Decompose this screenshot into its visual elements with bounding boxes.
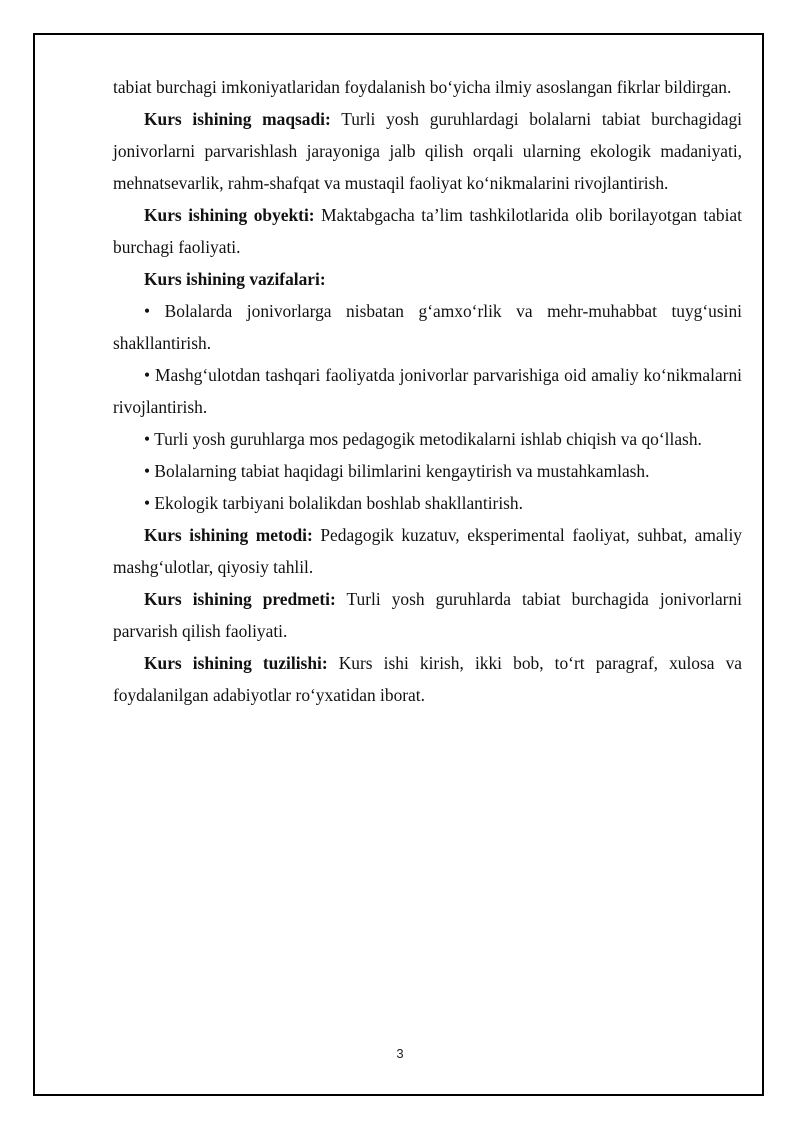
task-item-4: • Bolalarning tabiat haqidagi bilimlarini kengaytirish va mustahkamlash. — [144, 461, 650, 481]
task-item-5: • Ekologik tarbiyani bolalikdan boshlab shakllantirish. — [144, 493, 523, 513]
method-paragraph — [113, 519, 742, 583]
task-item-3: • Turli yosh guruhlarga mos pedagogik metodikalarni ishlab chiqish va qo‘llash. — [144, 429, 702, 449]
subject-text: Turli yosh guruhlarda tabiat burchagida jonivorlarni parvarish qilish faoliyati. — [113, 589, 742, 641]
object-paragraph — [113, 199, 742, 263]
method-label: Kurs ishining metodi: — [144, 525, 313, 545]
object-label: Kurs ishining obyekti: — [144, 205, 315, 225]
structure-paragraph — [113, 647, 742, 711]
goal-text: Turli yosh guruhlardagi bolalarni tabiat burchagidagi jonivorlarni parvarishlash jarayoniga jalb qilish orqali ularning ekologik madaniyati, mehnatsevarlik, rahm-shafqat va mustaqil faoliyat ko‘nikmalarini rivojlantirish. — [113, 109, 742, 193]
task-item-2: • Mashg‘ulotdan tashqari faoliyatda jonivorlar parvarishiga oid amaliy ko‘nikmalarni rivojlantirish. — [113, 365, 742, 417]
goal-label: Kurs ishining maqsadi: — [144, 109, 331, 129]
subject-paragraph — [113, 583, 742, 647]
tasks-heading-paragraph — [113, 263, 742, 295]
goal-paragraph — [113, 103, 742, 199]
task-item-1: • Bolalarda jonivorlarga nisbatan g‘amxo‘rlik va mehr-muhabbat tuyg‘usini shakllantirish. — [113, 301, 742, 353]
method-text: Pedagogik kuzatuv, eksperimental faoliyat, suhbat, amaliy mashg‘ulotlar, qiyosiy tahlil. — [113, 525, 742, 577]
page-number: 3 — [396, 1046, 404, 1061]
subject-label: Kurs ishining predmeti: — [144, 589, 336, 609]
structure-label: Kurs ishining tuzilishi: — [144, 653, 328, 673]
object-text: Maktabgacha ta’lim tashkilotlarida olib borilayotgan tabiat burchagi faoliyati. — [113, 205, 742, 257]
structure-text: Kurs ishi kirish, ikki bob, to‘rt paragraf, xulosa va foydalanilgan adabiyotlar ro‘yxatidan iborat. — [113, 653, 743, 705]
document-body — [113, 71, 742, 711]
tasks-label: Kurs ishining vazifalari: — [144, 269, 326, 289]
intro-continuation-paragraph: tabiat burchagi imkoniyatlaridan foydalanish bo‘yicha ilmiy asoslangan fikrlar bildirgan. — [113, 77, 732, 97]
